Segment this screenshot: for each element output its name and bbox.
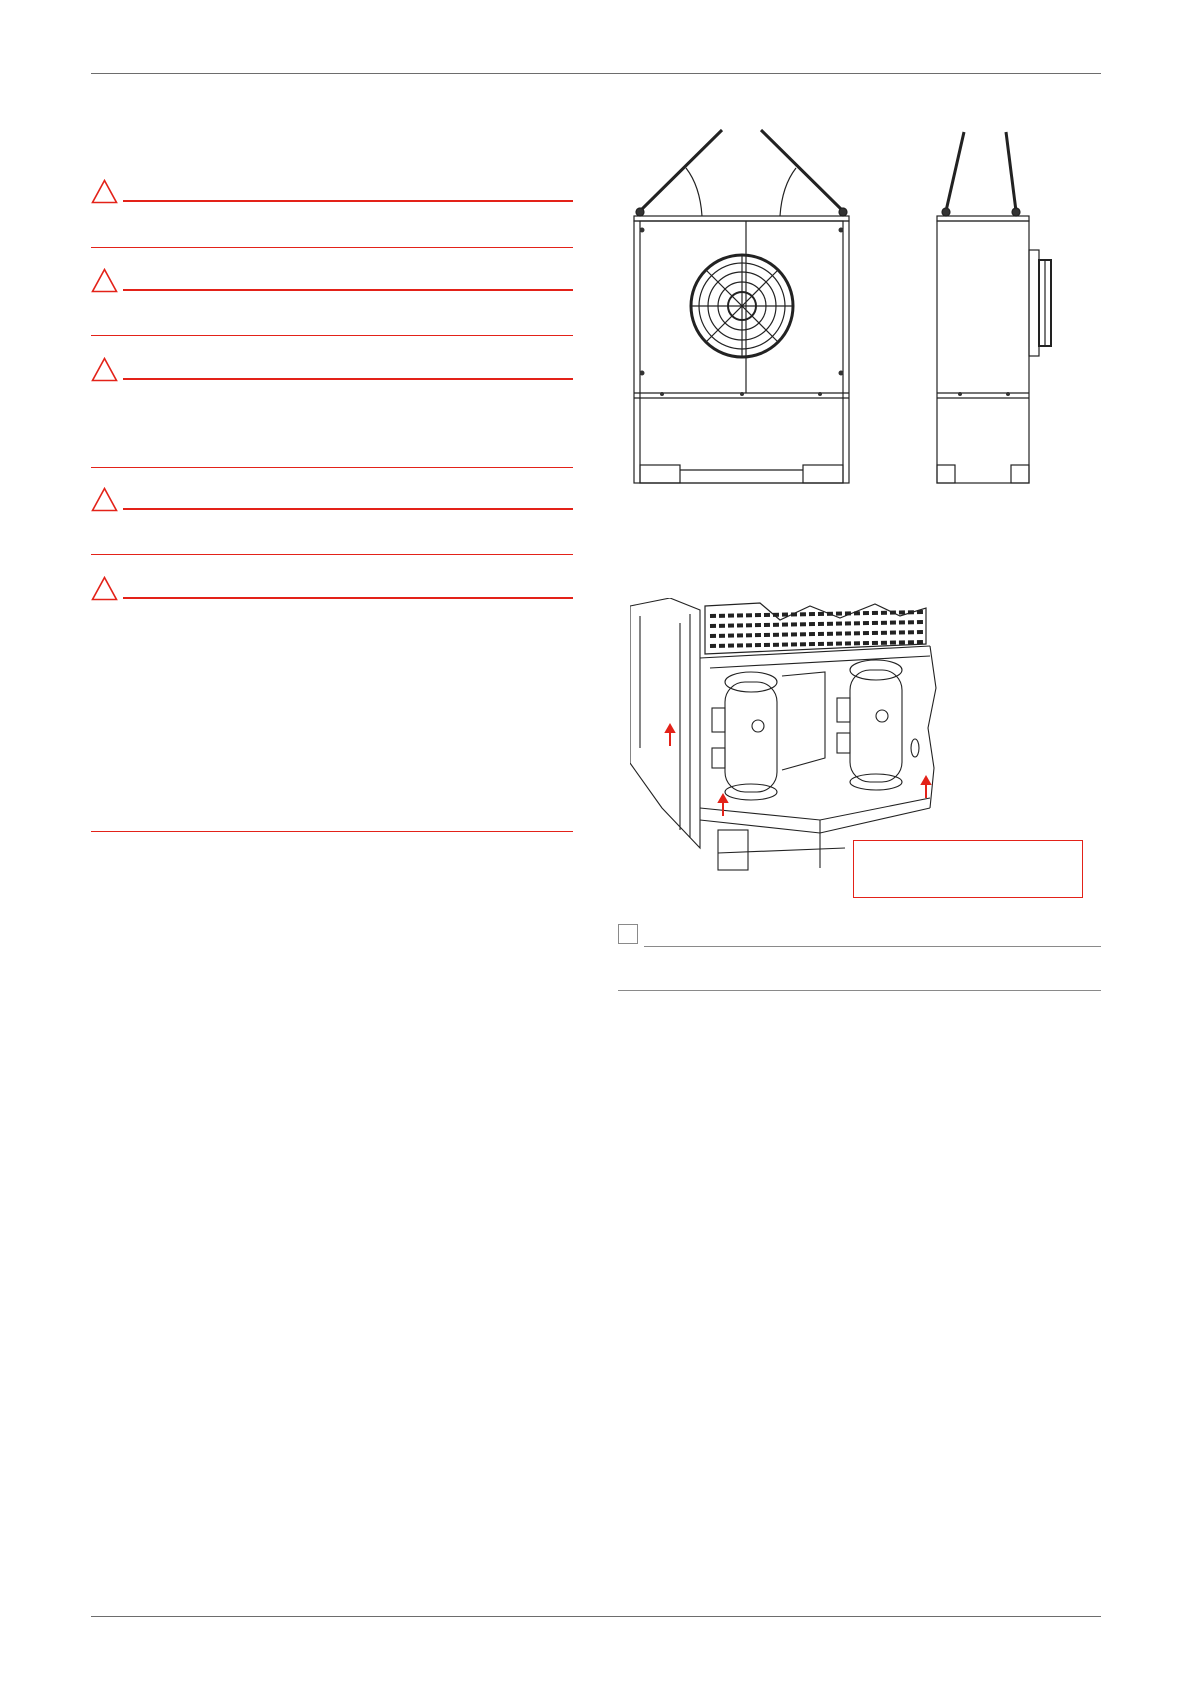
warning-heading <box>91 268 573 294</box>
warning-text <box>91 294 573 298</box>
warning-block-3 <box>91 357 573 469</box>
note-block <box>618 924 1101 994</box>
warning-triangle-icon <box>91 487 118 512</box>
warning-text <box>91 602 573 606</box>
note-bottom-rule <box>618 990 1101 991</box>
note-heading-rule <box>644 946 1101 947</box>
warning-bottom-rule <box>91 831 573 832</box>
figure-callout-box <box>853 840 1083 898</box>
compressor-compartment-drawing <box>630 598 940 873</box>
warning-block-1 <box>91 179 573 249</box>
warning-block-2 <box>91 268 573 338</box>
warning-heading-rule <box>123 597 573 599</box>
warning-heading-rule <box>123 289 573 291</box>
footer-rule <box>91 1616 1101 1617</box>
warning-bottom-rule <box>91 467 573 468</box>
warning-text <box>91 383 573 387</box>
header-rule <box>91 73 1101 74</box>
warning-heading <box>91 179 573 205</box>
warning-bottom-rule <box>91 247 573 248</box>
warning-triangle-icon <box>91 357 118 382</box>
warning-text <box>91 513 573 517</box>
warning-triangle-icon <box>91 179 118 204</box>
warning-block-5 <box>91 576 573 836</box>
warning-block-4 <box>91 487 573 557</box>
lifting-front-view-drawing <box>630 128 860 486</box>
warning-heading <box>91 487 573 513</box>
warning-triangle-icon <box>91 268 118 293</box>
warning-bottom-rule <box>91 554 573 555</box>
warning-text <box>91 205 573 209</box>
warning-heading <box>91 576 573 602</box>
lifting-side-view-drawing <box>930 128 1060 486</box>
warning-heading-rule <box>123 508 573 510</box>
warning-heading-rule <box>123 200 573 202</box>
warning-heading <box>91 357 573 383</box>
warning-heading-rule <box>123 378 573 380</box>
warning-bottom-rule <box>91 335 573 336</box>
note-square-icon <box>618 924 638 944</box>
warning-triangle-icon <box>91 576 118 601</box>
